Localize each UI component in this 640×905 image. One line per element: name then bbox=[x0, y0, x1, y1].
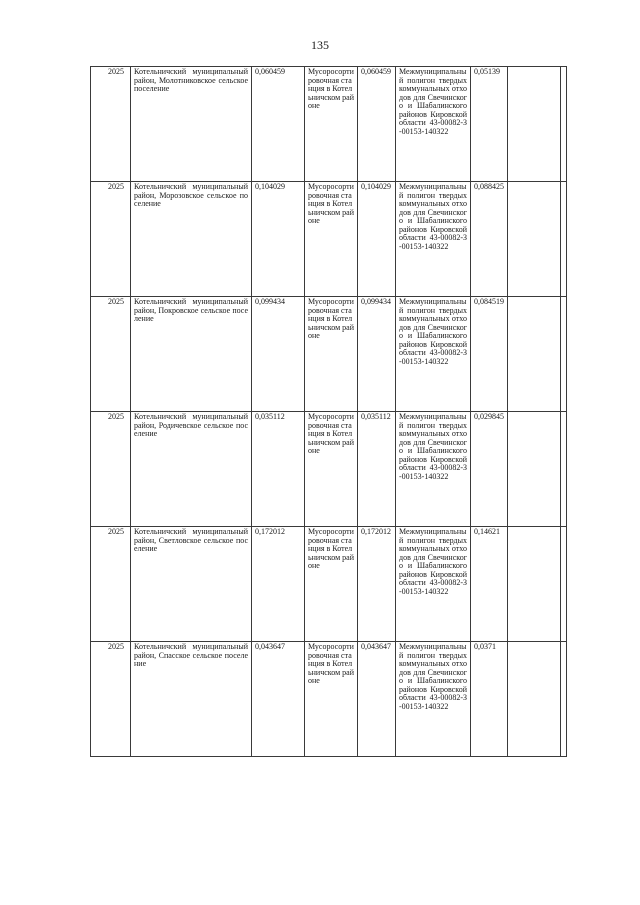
facility-cell: Мусоросортировочная станция в Котельничском районе bbox=[305, 527, 358, 642]
facility-volume-cell: 0,104029 bbox=[358, 182, 396, 297]
volume-cell: 0,035112 bbox=[252, 412, 305, 527]
area-cell: Котельничский муниципальный район, Спасское сельское поселение bbox=[131, 642, 252, 757]
destination-volume-cell: 0,05139 bbox=[471, 67, 508, 182]
empty-cell bbox=[561, 182, 567, 297]
empty-cell bbox=[561, 297, 567, 412]
empty-cell bbox=[561, 527, 567, 642]
facility-volume-cell: 0,043647 bbox=[358, 642, 396, 757]
area-cell: Котельничский муниципальный район, Молотниковское сельское поселение bbox=[131, 67, 252, 182]
destination-volume-cell: 0,0371 bbox=[471, 642, 508, 757]
year-cell: 2025 bbox=[91, 642, 131, 757]
table-row bbox=[91, 527, 567, 642]
volume-cell: 0,060459 bbox=[252, 67, 305, 182]
year-cell: 2025 bbox=[91, 182, 131, 297]
table-row bbox=[91, 297, 567, 412]
volume-cell: 0,172012 bbox=[252, 527, 305, 642]
destination-cell: Межмуниципальный полигон твердых коммунальных отходов для Свечинского и Шабалинского районов Кировской области 43-00082-З-00153-140322 bbox=[396, 297, 471, 412]
table-row bbox=[91, 182, 567, 297]
facility-volume-cell: 0,035112 bbox=[358, 412, 396, 527]
empty-cell bbox=[508, 642, 561, 757]
table-row bbox=[91, 642, 567, 757]
facility-volume-cell: 0,060459 bbox=[358, 67, 396, 182]
area-cell: Котельничский муниципальный район, Покровское сельское поселение bbox=[131, 297, 252, 412]
waste-flow-table bbox=[90, 66, 567, 757]
destination-cell: Межмуниципальный полигон твердых коммунальных отходов для Свечинского и Шабалинского районов Кировской области 43-00082-З-00153-140322 bbox=[396, 527, 471, 642]
table-row bbox=[91, 67, 567, 182]
destination-volume-cell: 0,084519 bbox=[471, 297, 508, 412]
facility-cell: Мусоросортировочная станция в Котельничском районе bbox=[305, 182, 358, 297]
empty-cell bbox=[508, 527, 561, 642]
facility-volume-cell: 0,099434 bbox=[358, 297, 396, 412]
empty-cell bbox=[561, 412, 567, 527]
volume-cell: 0,104029 bbox=[252, 182, 305, 297]
area-cell: Котельничский муниципальный район, Морозовское сельское поселение bbox=[131, 182, 252, 297]
facility-cell: Мусоросортировочная станция в Котельничском районе bbox=[305, 642, 358, 757]
facility-cell: Мусоросортировочная станция в Котельничском районе bbox=[305, 412, 358, 527]
volume-cell: 0,043647 bbox=[252, 642, 305, 757]
facility-cell: Мусоросортировочная станция в Котельничском районе bbox=[305, 67, 358, 182]
facility-cell: Мусоросортировочная станция в Котельничском районе bbox=[305, 297, 358, 412]
page-number: 135 bbox=[311, 38, 329, 52]
empty-cell bbox=[508, 67, 561, 182]
table-row bbox=[91, 412, 567, 527]
area-cell: Котельничский муниципальный район, Родичевское сельское поселение bbox=[131, 412, 252, 527]
destination-volume-cell: 0,14621 bbox=[471, 527, 508, 642]
destination-volume-cell: 0,029845 bbox=[471, 412, 508, 527]
empty-cell bbox=[508, 182, 561, 297]
destination-cell: Межмуниципальный полигон твердых коммунальных отходов для Свечинского и Шабалинского районов Кировской области 43-00082-З-00153-140322 bbox=[396, 412, 471, 527]
destination-cell: Межмуниципальный полигон твердых коммунальных отходов для Свечинского и Шабалинского районов Кировской области 43-00082-З-00153-140322 bbox=[396, 182, 471, 297]
year-cell: 2025 bbox=[91, 297, 131, 412]
year-cell: 2025 bbox=[91, 527, 131, 642]
empty-cell bbox=[508, 297, 561, 412]
empty-cell bbox=[508, 412, 561, 527]
table-body bbox=[91, 67, 567, 757]
destination-cell: Межмуниципальный полигон твердых коммунальных отходов для Свечинского и Шабалинского районов Кировской области 43-00082-З-00153-140322 bbox=[396, 642, 471, 757]
empty-cell bbox=[561, 642, 567, 757]
year-cell: 2025 bbox=[91, 412, 131, 527]
facility-volume-cell: 0,172012 bbox=[358, 527, 396, 642]
year-cell: 2025 bbox=[91, 67, 131, 182]
area-cell: Котельничский муниципальный район, Светловское сельское поселение bbox=[131, 527, 252, 642]
destination-volume-cell: 0,088425 bbox=[471, 182, 508, 297]
destination-cell: Межмуниципальный полигон твердых коммунальных отходов для Свечинского и Шабалинского районов Кировской области 43-00082-З-00153-140322 bbox=[396, 67, 471, 182]
volume-cell: 0,099434 bbox=[252, 297, 305, 412]
empty-cell bbox=[561, 67, 567, 182]
